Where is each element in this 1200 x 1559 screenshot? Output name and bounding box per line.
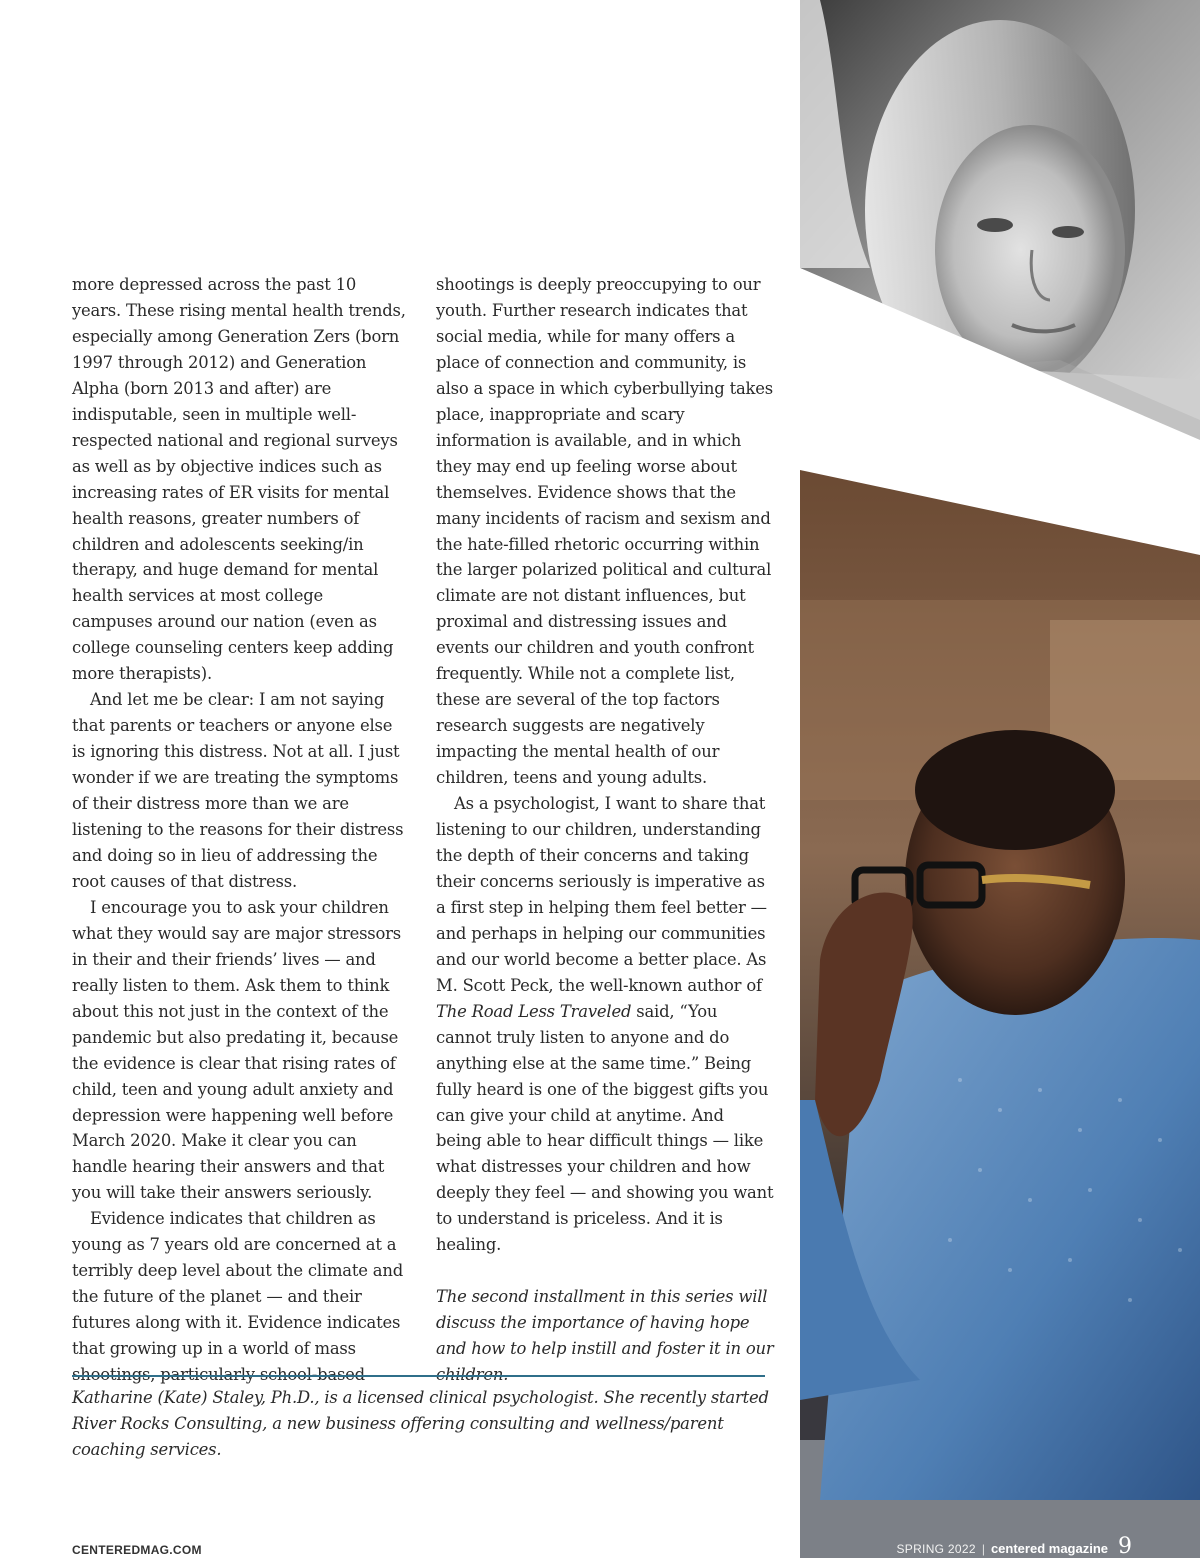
- paragraph: Evidence indicates that children as young as 7 years old are concerned at a terribly deep level about the climate and the future of the planet — and their futures along with it. Evidence indicates that growing up in a world of mass shootings, particularly school-based: [72, 1209, 403, 1385]
- series-note: The second installment in this series will discuss the importance of having hope and how to help instill and foster it in our children.: [436, 1287, 774, 1385]
- footer-magazine-name: centered magazine: [990, 1541, 1108, 1556]
- footer-issue-info: [896, 1534, 1132, 1559]
- bio-divider: [72, 1375, 765, 1377]
- book-title: The Road Less Traveled: [436, 1001, 632, 1021]
- psychologist-paragraph: [436, 791, 774, 1258]
- article-column-left: [72, 272, 408, 1388]
- paragraph: more depressed across the past 10 years. These rising mental health trends, especially among Generation Zers (born 1997 through 2012) and Generation Alpha (born 2013 and after) are indisputable, seen in multiple well-respected national and regional surveys as well as by objective indices such as increasing rates of ER visits for mental health reasons, greater numbers of children and adolescents seeking/in therapy, and huge demand for mental health services at most college campuses around our nation (even as college counseling centers keep adding more therapists).: [72, 275, 406, 684]
- footer-issue: SPRING 2022: [896, 1542, 976, 1556]
- paragraph-text: said, “You cannot truly listen to anyone and do anything else at the same time.” Being fully heard is one of the biggest gifts you can give your child at anytime. And being able to hear difficult things — like what distresses your children and how deeply they feel — and showing you want to understand is priceless. And it is healing.: [436, 1001, 774, 1255]
- paragraph: shootings is deeply preoccupying to our youth. Further research indicates that social media, while for many offers a place of connection and community, is also a space in which cyberbullying takes place, inappropriate and scary information is available, and in which they may end up feeling worse about themselves. Evidence shows that the many incidents of racism and sexism and the hate-filled rhetoric occurring within the larger polarized political and cultural climate are not distant influences, but proximal and distressing issues and events our children and youth confront frequently. While not a complete list, these are several of the top factors research suggests are negatively impacting the mental health of our children, teens and young adults.: [436, 275, 773, 788]
- footer-website: CENTEREDMAG.COM: [72, 1543, 202, 1557]
- article-column-right: [436, 272, 774, 1388]
- photo-collage: [800, 0, 1200, 1558]
- paragraph: I encourage you to ask your children what they would say are major stressors in their and their friends’ lives — and really listen to them. Ask them to think about this not just in the context of the pandemic but also predating it, because the evidence is clear that rising rates of child, teen and young adult anxiety and depression were happening well before March 2020. Make it clear you can handle hearing their answers and that you will take their answers seriously.: [72, 897, 402, 1203]
- footer-separator: |: [981, 1542, 985, 1556]
- photo-strip: [800, 0, 1200, 1558]
- page-number: 9: [1118, 1534, 1132, 1559]
- paragraph: And let me be clear: I am not saying that parents or teachers or anyone else is ignoring this distress. Not at all. I just wonder if we are treating the symptoms of their distress more than we are listening to the reasons for their distress and doing so in lieu of addressing the root causes of that distress.: [72, 690, 404, 891]
- author-bio: Katharine (Kate) Staley, Ph.D., is a licensed clinical psychologist. She recently started River Rocks Consulting, a new business offering consulting and wellness/parent coaching services.: [72, 1388, 769, 1459]
- paragraph-text: As a psychologist, I want to share that listening to our children, understanding the depth of their concerns and taking their concerns seriously is imperative as a first step in helping them feel better — and perhaps in helping our communities and our world become a better place. As M. Scott Peck, the well-known author of: [436, 794, 767, 995]
